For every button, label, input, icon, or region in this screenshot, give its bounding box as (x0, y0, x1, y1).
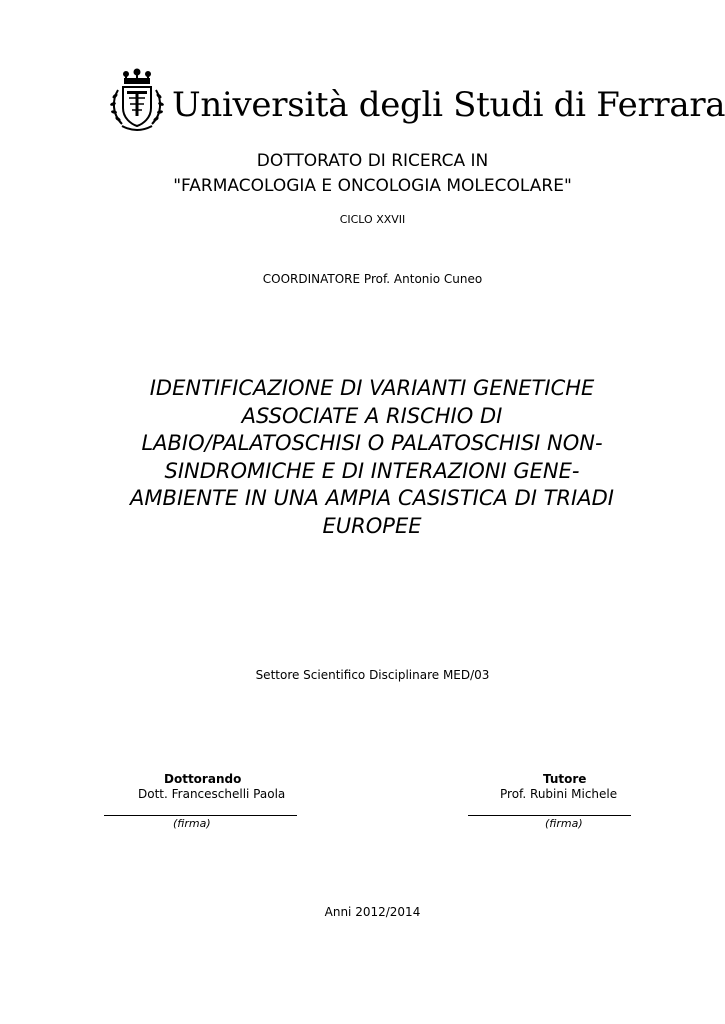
scientific-sector: Settore Scientifico Disciplinare MED/03 (255, 668, 490, 682)
thesis-title-line: LABIO/PALATOSCHISI O PALATOSCHISI NON- (141, 431, 603, 455)
coordinator-label: COORDINATORE Prof. Antonio Cuneo (262, 272, 483, 286)
cycle-label: CICLO XXVII (339, 213, 406, 226)
thesis-title (92, 375, 652, 540)
dottorando-signature-line (104, 815, 297, 816)
program-title-line1: DOTTORATO DI RICERCA IN (256, 151, 489, 171)
university-name: Università degli Studi di Ferrara (172, 85, 725, 125)
academic-years: Anni 2012/2014 (324, 905, 421, 919)
tutore-heading: Tutore (543, 772, 587, 786)
dottorando-name: Dott. Franceschelli Paola (138, 787, 286, 801)
dottorando-firma-label: (firma) (173, 817, 211, 830)
tutore-name: Prof. Rubini Michele (500, 787, 618, 801)
thesis-title-line: SINDROMICHE E DI INTERAZIONI GENE- (164, 458, 580, 483)
thesis-title-line: EUROPEE (322, 513, 422, 538)
tutore-firma-label: (firma) (545, 817, 583, 830)
tutore-signature-line (468, 815, 631, 816)
thesis-title-line: IDENTIFICAZIONE DI VARIANTI GENETICHE (149, 376, 595, 400)
university-crest-icon (108, 68, 166, 134)
thesis-title-line: ASSOCIATE A RISCHIO DI (241, 403, 503, 428)
thesis-title-line: AMBIENTE IN UNA AMPIA CASISTICA DI TRIADI (130, 486, 614, 510)
program-title-line2: "FARMACOLOGIA E ONCOLOGIA MOLECOLARE" (173, 176, 572, 196)
dottorando-heading: Dottorando (164, 772, 242, 786)
